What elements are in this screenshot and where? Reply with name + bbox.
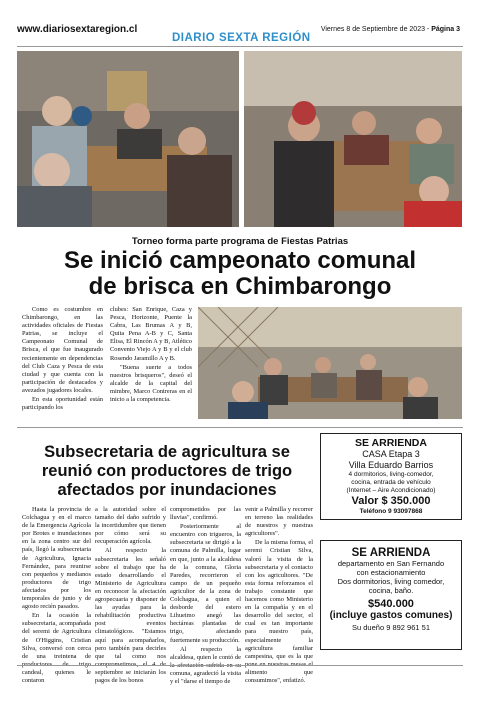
ad-price-note: (incluye gastos comunes) xyxy=(329,610,453,621)
footer-divider xyxy=(17,665,463,666)
article2-headline: Subsecretaria de agricultura se reunió con productores de trigo afectados por inundaciones xyxy=(41,443,293,499)
article1-headline: Se inició campeonato comunal de brisca en Chimbarongo xyxy=(63,247,417,300)
classified-ad-house xyxy=(320,433,462,520)
article1-kicker: Torneo forma parte programa de Fiestas Patrias xyxy=(131,236,349,247)
paragraph: a la autoridad sobre el tamaño del daño sufrido y la incertidumbre que tienen por cómo será su recuperación agrícola. xyxy=(95,506,166,546)
paragraph: Hasta la provincia de Colchagua y en el marco de la Emergencia Agrícola por Brotes e inundaciones en la zona centro sur del país, llegó la subsecretaria de Agricultura, Ignacia Fernández, para reunirse con pequeños y medianos productores de trigo afectados por los temporales de junio y de agosto recién pasados. xyxy=(22,506,91,611)
ad-line: cocina, baño. xyxy=(368,586,414,595)
ad-line: cocina, entrada de vehículo xyxy=(351,479,431,486)
paragraph: clubes: San Enrique, Caza y Pesca, Horizonte, Puente la Cabra, Las Brumas A y B, Quita Pena A-B y C, Santa Elisa, El Rincón A y B, Atlético Convento Viejo A y B y el club Rosendo Jaramillo A y B. xyxy=(110,306,192,362)
article2-column-3 xyxy=(170,506,241,687)
ad-phone: Teléfono 9 93097868 xyxy=(359,508,423,515)
paragraph: Al respecto la alcaldesa, quien le contó de comuna, agradeció la visita y el "darse el tiempo de xyxy=(170,645,241,685)
classified-ad-apartment xyxy=(320,540,462,650)
ad-contact: Su dueño 9 892 961 51 xyxy=(352,623,430,632)
paragraph: "Buena suerte a todos nuestros brisqueros", deseó el alcalde de la capital del mimbre, Marco Contreras en el inicio a la competencia. xyxy=(110,363,192,404)
article1-column-1 xyxy=(22,306,103,413)
paragraph: venir a Palmilla y recorrer en terreno las realidades de nuestros y nuestras agricultores". xyxy=(245,506,313,538)
page-number: Página 3 xyxy=(431,26,460,33)
photo-club-caza-pesca xyxy=(198,307,462,419)
ad-line: con estacionamiento xyxy=(356,568,426,577)
date-text: Viernes 8 de Septiembre de 2023 - xyxy=(320,26,432,33)
site-url: www.diariosextaregion.cl xyxy=(17,24,138,35)
paragraph: Al respecto la subsecretaria les señaló sobre el trabajo que ha estado desarrollando el Ministerio de Agricultura en reconocer la afectación agropecuaria y disponer de las ayudas para la rehabilitación productiva post eventos climatológicos. "Estamos aquí para acompañarlos, pero también para decirles que tal como nos septiembre se iniciarán los pagos de los bonos xyxy=(95,547,166,684)
paragraph: comprometidos por las lluvias", confirmó. xyxy=(170,506,241,522)
photo-brisca-players-right xyxy=(244,51,462,227)
paragraph: En la ocasión la subsecretaria, acompañada del seremi de Agricultura de O'Higgins, Cristian Silva, conversó con cerca de una treintena de candeal, quienes le contaron xyxy=(22,612,91,684)
article1-column-2 xyxy=(110,306,192,405)
ad-price: $540.000 xyxy=(368,598,414,610)
section-divider xyxy=(17,427,463,428)
article2-column-2 xyxy=(95,506,166,686)
ad-title: SE ARRIENDA xyxy=(355,437,427,449)
header-divider xyxy=(17,46,463,47)
ad-price: Valor $ 350.000 xyxy=(351,495,431,507)
article2-column-1 xyxy=(22,506,91,686)
ad-line: Villa Eduardo Barrios xyxy=(348,460,434,470)
ad-line: (Internet – Aire Acondicionado) xyxy=(346,487,436,494)
page-date xyxy=(321,26,460,33)
paragraph: De la misma forma, el seremi Cristian Silva, valoró la visita de la subsecretaria y el contacto con los agricultores. "De esta forma reforzamos el trabajo constante que hacemos como Ministerio en la compañía y en el desarrollo del sector, el cual es tan importante para nuestro país, especialmente la agricultura familiar campesina, que es la que alimento que consumimos", enfatizó. xyxy=(245,539,313,684)
ad-line: 4 dormitorios, living-comedor, xyxy=(348,471,434,478)
paragraph: En esta oportunidad están participando los xyxy=(22,396,103,412)
ad-line: departamento en San Fernando xyxy=(337,559,445,568)
photo-brisca-players-left xyxy=(17,51,239,227)
article2-column-4 xyxy=(245,506,313,686)
paragraph: Posteriormente al encuentro con trigueros, la subsecretaria se dirigió a la comuna de Palmilla, lugar en que, junto a la alcaldesa de la comuna, Gloria Paredes, recorrieron el campo de un pequeño agricultor de la zona de Colchagua, a quien el desborde del estero Lihueimo anegó las hectáreas plantadas de trigo, afectando fuertemente su producción. xyxy=(170,523,241,644)
newspaper-name: DIARIO SEXTA REGIÓN xyxy=(172,32,311,44)
ad-title: SE ARRIENDA xyxy=(351,547,431,559)
ad-line: Dos dormitorios, living comedor, xyxy=(337,577,445,586)
ad-line: CASA Etapa 3 xyxy=(362,449,420,459)
paragraph: Como es costumbre en Chimbarongo, en las actividades oficiales de Fiestas Patrias, se incluye el Campeonato Comunal de Brisca, el que fue inaugurado recientemente en dependencias del Club Caza y Pesca de esta ciudad y que cuenta con la participación de destacados y avezados jugadores locales. xyxy=(22,306,103,394)
